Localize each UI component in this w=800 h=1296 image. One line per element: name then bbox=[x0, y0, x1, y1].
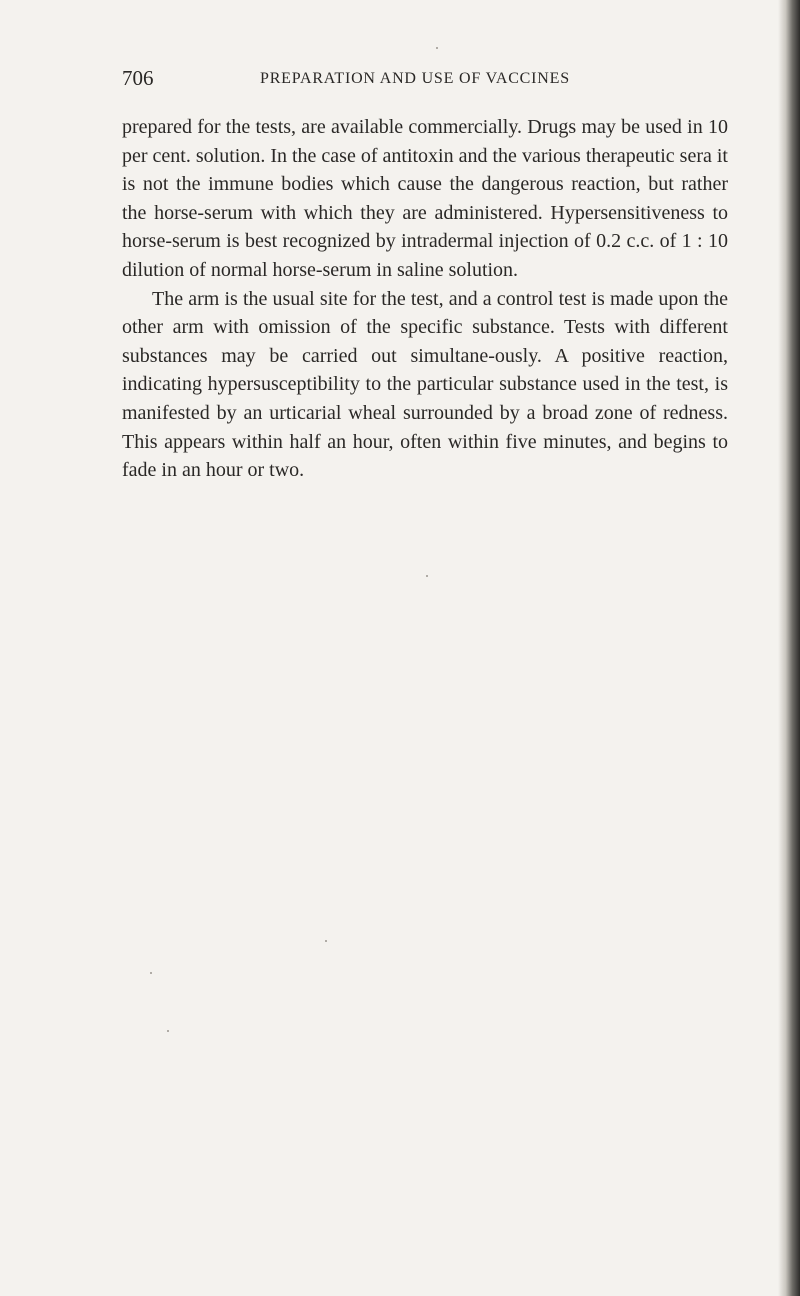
running-title: PREPARATION AND USE OF VACCINES bbox=[260, 70, 570, 87]
binding-shadow bbox=[778, 0, 800, 1296]
paper-speck bbox=[436, 47, 438, 49]
paragraph-2: The arm is the usual site for the test, and a control test is made upon the other arm with omission of the specific substance. Tests with different substances may be carried out simultane-ously. A positive reaction, indicating hypersusceptibility to the particular substance used in the test, is manifested by an urticarial wheal surrounded by a broad zone of redness. This appears within half an hour, often within five minutes, and begins to fade in an hour or two. bbox=[122, 287, 728, 482]
paper-speck bbox=[325, 940, 327, 942]
page-number: 706 bbox=[122, 66, 154, 90]
paper-speck bbox=[426, 575, 428, 577]
paper-speck bbox=[150, 972, 152, 974]
paper-speck bbox=[167, 1030, 169, 1032]
paragraph-1: prepared for the tests, are available commercially. Drugs may be used in 10 per cent. solution. In the case of antitoxin and the various therapeutic sera it is not the immune bodies which cause the dangerous reaction, but rather the horse-serum with which they are administered. Hypersensitiveness to horse-serum is best recognized by intradermal injection of 0.2 c.c. of 1 : 10 dilution of normal horse-serum in saline solution. bbox=[122, 116, 728, 281]
running-head bbox=[122, 66, 728, 96]
body-text bbox=[122, 113, 728, 485]
